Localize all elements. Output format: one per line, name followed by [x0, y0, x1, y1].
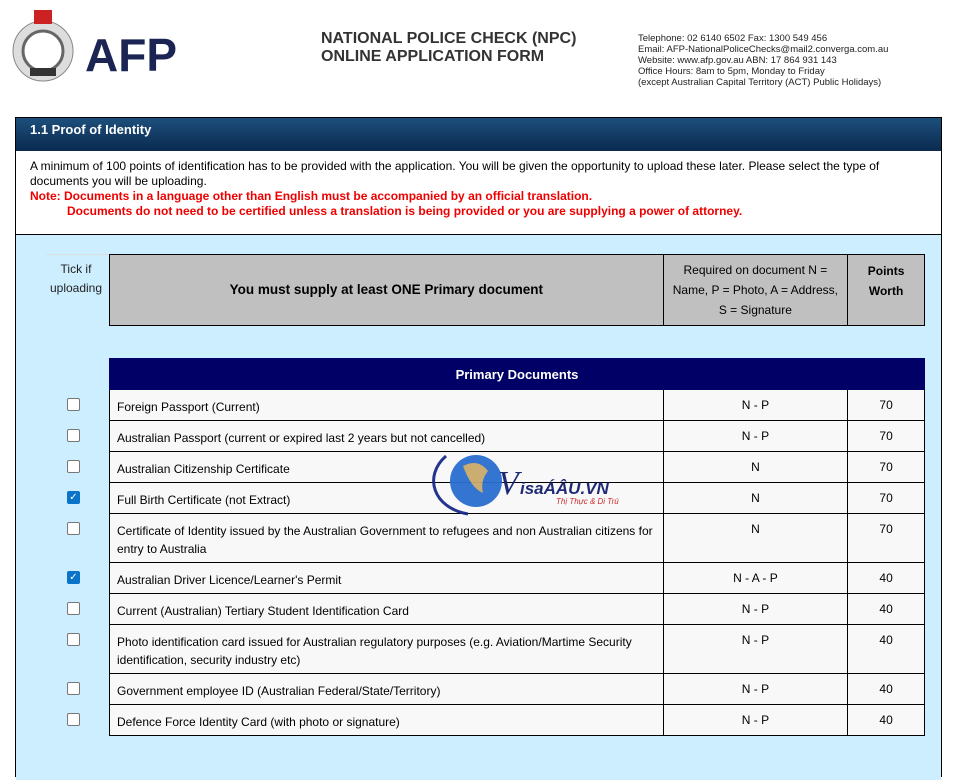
- points-worth: 70: [879, 522, 893, 536]
- row-cells: [109, 594, 925, 625]
- points-worth: 70: [879, 460, 893, 474]
- document-name: Australian Driver Licence/Learner's Permit: [110, 563, 664, 593]
- table-row: [16, 594, 925, 625]
- required-fields: N - P: [664, 390, 849, 420]
- upload-checkbox[interactable]: [67, 429, 80, 442]
- table-row: [16, 514, 925, 563]
- required-fields: N - A - P: [664, 563, 849, 593]
- document-name: Current (Australian) Tertiary Student Identification Card: [110, 594, 664, 624]
- telephone: Telephone: 02 6140 6502 Fax: 1300 549 456: [638, 33, 828, 44]
- document-name: Certificate of Identity issued by the Australian Government to refugees and non Australian citizens for entry to Australia: [110, 514, 664, 562]
- required-fields: N - P: [664, 705, 849, 735]
- header-required-text: Required on document N = Name, P = Photo, A = Address, S = Signature: [672, 263, 838, 317]
- points-worth: 40: [879, 633, 893, 647]
- upload-checkbox[interactable]: [67, 602, 80, 615]
- required-fields: N - P: [664, 625, 849, 673]
- row-cells: [109, 514, 925, 563]
- row-cells: [109, 390, 925, 421]
- table-row: [16, 390, 925, 421]
- title-line-1: NATIONAL POLICE CHECK (NPC): [321, 30, 577, 47]
- note-translation: Note: Documents in a language other than English must be accompanied by an official translation.: [30, 189, 593, 203]
- visa-watermark: [428, 446, 658, 516]
- required-fields: N: [664, 483, 849, 513]
- row-cells: [109, 674, 925, 705]
- required-fields: N: [664, 514, 849, 562]
- website: Website: www.afp.gov.au ABN: 17 864 931 143: [638, 55, 837, 66]
- points-worth: 70: [879, 429, 893, 443]
- document-name: Australian Citizenship Certificate: [110, 452, 664, 482]
- afp-logo: [10, 6, 180, 88]
- header-required: [664, 255, 849, 325]
- header-document: You must supply at least ONE Primary document: [110, 255, 664, 325]
- row-cells: [109, 625, 925, 674]
- svg-text:AFP: AFP: [85, 29, 177, 81]
- svg-text:isaÁÂU.VN: isaÁÂU.VN: [520, 479, 609, 498]
- primary-documents-header: Primary Documents: [109, 358, 925, 390]
- required-fields: N: [664, 452, 849, 482]
- upload-checkbox[interactable]: [67, 398, 80, 411]
- document-name: Photo identification card issued for Australian regulatory purposes (e.g. Aviation/Martime Security identification, security industry etc): [110, 625, 664, 673]
- points-worth: 40: [879, 571, 893, 585]
- document-name: Full Birth Certificate (not Extract): [110, 483, 664, 513]
- upload-checkbox[interactable]: [67, 522, 80, 535]
- points-worth: 40: [879, 713, 893, 727]
- points-worth: 70: [879, 491, 893, 505]
- holidays-note: (except Australian Capital Territory (ACT) Public Holidays): [638, 77, 882, 88]
- upload-checkbox[interactable]: [67, 713, 80, 726]
- upload-checkbox[interactable]: [67, 633, 80, 646]
- document-name: Government employee ID (Australian Federal/State/Territory): [110, 674, 664, 704]
- document-name: Foreign Passport (Current): [110, 390, 664, 420]
- section-title: 1.1 Proof of Identity: [16, 118, 941, 151]
- required-fields: N - P: [664, 594, 849, 624]
- office-hours: Office Hours: 8am to 5pm, Monday to Friday: [638, 66, 825, 77]
- form-title: [321, 30, 576, 66]
- contact-info: [638, 33, 888, 88]
- tick-label: Tick if uploading: [49, 262, 103, 295]
- svg-text:Thị Thực & Di Trú: Thị Thực & Di Trú: [556, 497, 619, 506]
- upload-checkbox[interactable]: [67, 682, 80, 695]
- required-fields: N - P: [664, 674, 849, 704]
- document-name: Defence Force Identity Card (with photo or signature): [110, 705, 664, 735]
- points-worth: 70: [879, 398, 893, 412]
- svg-text:V: V: [498, 465, 519, 502]
- required-fields: N - P: [664, 421, 849, 451]
- document-name: Australian Passport (current or expired last 2 years but not cancelled): [110, 421, 664, 451]
- table-row: [16, 625, 925, 674]
- row-cells: [109, 705, 925, 736]
- table-row: [16, 563, 925, 594]
- points-worth: 40: [879, 682, 893, 696]
- intro-paragraph: A minimum of 100 points of identification has to be provided with the application. You will be given the opportunity to upload these later. Please select the type of documents you will be uploading.: [30, 159, 880, 188]
- intro-text: [16, 151, 941, 235]
- header-points: Points Worth: [867, 264, 905, 298]
- table-header: [109, 254, 925, 326]
- upload-checkbox[interactable]: ✓: [67, 571, 80, 584]
- document-rows: [16, 390, 925, 736]
- points-worth: 40: [879, 602, 893, 616]
- title-line-2: ONLINE APPLICATION FORM: [321, 48, 545, 65]
- table-row: [16, 705, 925, 736]
- table-row: [16, 674, 925, 705]
- email: Email: AFP-NationalPoliceChecks@mail2.converga.com.au: [638, 44, 889, 55]
- upload-checkbox[interactable]: ✓: [67, 491, 80, 504]
- note-certified: Documents do not need to be certified unless a translation is being provided or you are supplying a power of attorney.: [67, 204, 743, 218]
- upload-checkbox[interactable]: [67, 460, 80, 473]
- row-cells: [109, 563, 925, 594]
